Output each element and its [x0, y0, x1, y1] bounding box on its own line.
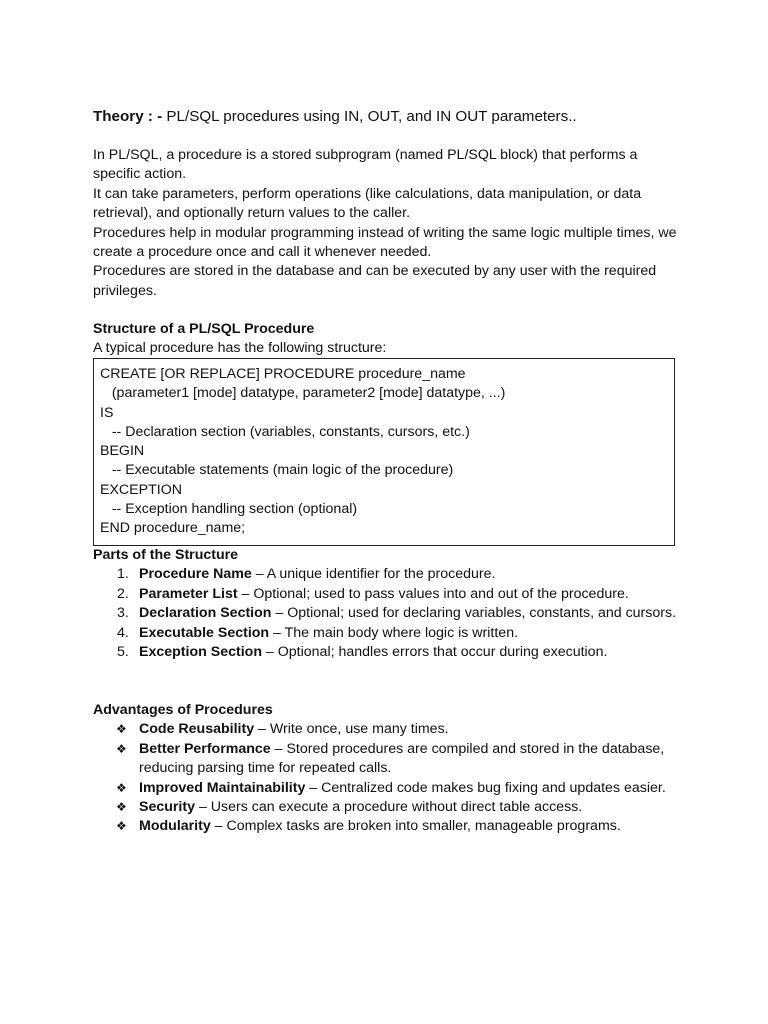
intro-paragraph: Procedures are stored in the database and can be executed by any user with the required privileges.: [93, 263, 657, 299]
list-item: [93, 565, 683, 584]
list-item: [93, 798, 683, 817]
item-term: Modularity: [139, 818, 211, 835]
intro-paragraph: It can take parameters, perform operations (like calculations, data manipulation, or data retrieval), and optionally return values to the caller.: [93, 185, 642, 222]
code-line: (parameter1 [mode] datatype, parameter2 [mode] datatype, ...): [100, 385, 506, 402]
item-term: Executable Section: [139, 624, 270, 641]
parts-heading: Parts of the Structure: [93, 547, 239, 563]
intro-paragraph: Procedures help in modular programming instead of writing the same logic multiple times, we create a procedure once and call it whenever needed.: [93, 224, 677, 261]
item-description: – Complex tasks are broken into smaller, manageable programs.: [210, 818, 621, 835]
list-item: [93, 643, 683, 662]
intro-paragraph: In PL/SQL, a procedure is a stored subprogram (named PL/SQL block) that performs a specific action.: [93, 147, 638, 183]
list-item: [93, 817, 683, 836]
structure-section: [93, 320, 683, 359]
theory-text: PL/SQL procedures using IN, OUT, and IN OUT parameters..: [166, 108, 577, 125]
item-number: 2.: [117, 585, 129, 602]
parts-list: [93, 565, 683, 662]
item-description: – The main body where logic is written.: [269, 624, 519, 641]
item-number: 1.: [117, 566, 129, 583]
item-description: – Stored procedures are compiled and stored in the database, reducing parsing time for repeated calls.: [139, 740, 665, 777]
list-item: [93, 779, 683, 798]
item-term: Improved Maintainability: [139, 779, 306, 796]
advantages-list: [93, 720, 683, 836]
item-number: 4.: [117, 624, 129, 641]
advantages-section: [93, 701, 683, 837]
code-line: EXCEPTION: [100, 481, 182, 498]
code-line: -- Exception handling section (optional): [100, 501, 358, 518]
diamond-bullet-icon: ❖: [116, 780, 127, 795]
list-item: [93, 624, 683, 643]
code-line: END procedure_name;: [100, 520, 246, 537]
diamond-bullet-icon: ❖: [116, 741, 127, 756]
item-description: – Write once, use many times.: [254, 721, 449, 738]
code-line: -- Executable statements (main logic of the procedure): [100, 462, 454, 479]
list-item: [93, 585, 683, 604]
item-number: 3.: [117, 605, 129, 622]
diamond-bullet-icon: ❖: [116, 819, 127, 834]
code-block: [93, 358, 675, 546]
theory-heading: [93, 107, 683, 127]
structure-heading: Structure of a PL/SQL Procedure: [93, 321, 315, 337]
item-term: Better Performance: [139, 740, 271, 757]
diamond-bullet-icon: ❖: [116, 722, 127, 737]
code-line: IS: [100, 404, 114, 421]
item-term: Code Reusability: [139, 721, 255, 738]
item-description: – A unique identifier for the procedure.: [251, 566, 496, 583]
item-term: Procedure Name: [139, 566, 252, 583]
list-item: [93, 720, 683, 739]
item-term: Declaration Section: [139, 605, 272, 622]
item-term: Parameter List: [139, 585, 238, 602]
parts-section: [93, 546, 683, 662]
item-description: – Optional; used for declaring variables, constants, and cursors.: [271, 605, 677, 622]
item-number: 5.: [117, 644, 129, 661]
item-description: – Centralized code makes bug fixing and updates easier.: [305, 779, 666, 796]
code-line: -- Declaration section (variables, constants, cursors, etc.): [100, 423, 470, 440]
advantages-heading: Advantages of Procedures: [93, 702, 273, 718]
intro-section: [93, 146, 683, 301]
list-item: [93, 740, 683, 779]
theory-label: Theory : -: [93, 108, 167, 125]
item-description: – Users can execute a procedure without direct table access.: [195, 799, 583, 816]
item-description: – Optional; handles errors that occur during execution.: [261, 644, 608, 661]
diamond-bullet-icon: ❖: [116, 800, 127, 815]
item-term: Exception Section: [139, 644, 262, 661]
structure-lead: A typical procedure has the following structure:: [93, 340, 387, 357]
code-line: BEGIN: [100, 443, 145, 460]
item-term: Security: [139, 799, 195, 816]
code-line: CREATE [OR REPLACE] PROCEDURE procedure_name: [100, 366, 466, 382]
list-item: [93, 604, 683, 623]
item-description: – Optional; used to pass values into and out of the procedure.: [237, 585, 629, 602]
